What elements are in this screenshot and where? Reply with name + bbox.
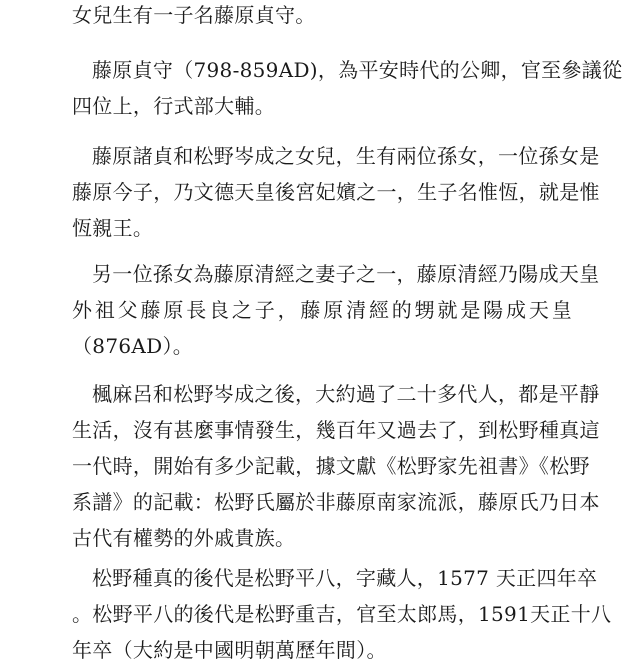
- text-line: 年卒（大約是中國明朝萬歷年間）。: [72, 638, 387, 662]
- text-line: 恆親王。: [72, 216, 154, 240]
- paragraph-6: [72, 560, 612, 668]
- text-line: 藤原今子，乃文德天皇後宮妃嬪之一，生子名惟恆，就是惟: [72, 180, 600, 204]
- paragraph-2: [72, 52, 623, 124]
- text-line: 四位上，行式部大輔。: [72, 94, 275, 118]
- text-line: 藤原諸貞和松野岑成之女兒，生有兩位孫女，一位孫女是: [92, 144, 600, 168]
- text-line: 女兒生有一子名藤原貞守。: [72, 3, 316, 27]
- text-line: 藤原貞守（798-859AD)，為平安時代的公卿，官至參議從: [92, 58, 623, 82]
- text-line: 外祖父藤原長良之子，藤原清經的甥就是陽成天皇: [72, 298, 572, 322]
- paragraph-4: [72, 256, 600, 364]
- text-line: 楓麻呂和松野岑成之後，大約過了二十多代人，都是平靜: [92, 382, 600, 406]
- text-line: 。松野平八的後代是松野重吉，官至太郎馬，1591天正十八: [72, 602, 612, 626]
- paragraph-1: [72, 0, 572, 33]
- paragraph-3: [72, 138, 600, 246]
- text-line: （876AD）。: [72, 334, 194, 358]
- text-line: 一代時，開始有多少記載，據文獻《松野家先祖書》《松野: [72, 454, 590, 478]
- text-line: 生活，沒有甚麼事情發生，幾百年又過去了，到松野種真這: [72, 418, 600, 442]
- text-line: 系譜》的記載：松野氏屬於非藤原南家流派，藤原氏乃日本: [72, 490, 600, 514]
- paragraph-5: [72, 376, 600, 556]
- text-line: 古代有權勢的外戚貴族。: [72, 526, 296, 550]
- text-line: 另一位孫女為藤原清經之妻子之一，藤原清經乃陽成天皇: [92, 262, 600, 286]
- text-line: 松野種真的後代是松野平八，字藏人，1577 天正四年卒: [92, 566, 598, 590]
